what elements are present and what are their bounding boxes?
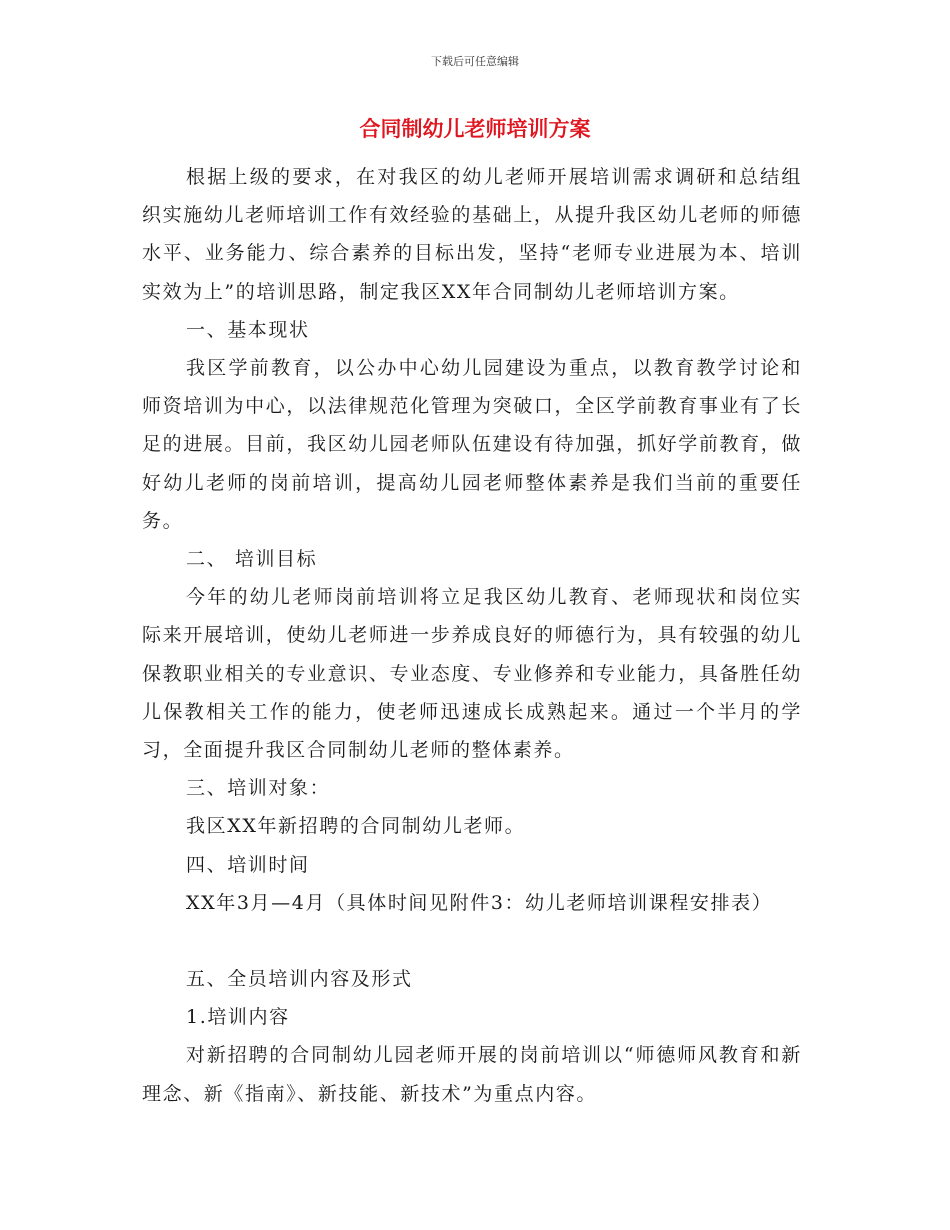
document-title: 合同制幼儿老师培训方案 xyxy=(359,117,591,141)
section-3-heading: 三、培训对象： xyxy=(186,777,331,800)
section-5-heading: 五、全员培训内容及形式 xyxy=(186,968,413,991)
section-3-paragraph: 我区XX年新招聘的合同制幼儿老师。 xyxy=(186,815,526,838)
section-5-paragraph: 对新招聘的合同制幼儿园老师开展的岗前培训以“师德师风教育和新理念、新《指南》、新技能、新技术”为重点内容。 xyxy=(142,1044,802,1105)
section-2-heading: 二、 培训目标 xyxy=(186,548,318,571)
section-2-paragraph: 今年的幼儿老师岗前培训将立足我区幼儿教育、老师现状和岗位实际来开展培训，使幼儿老师进一步养成良好的师德行为，具有较强的幼儿保教职业相关的专业意识、专业态度、专业修养和专业能力，具备胜任幼儿保教相关工作的能力，使老师迅速成长成熟起来。通过一个半月的学习，全面提升我区合同制幼儿老师的整体素养。 xyxy=(142,586,802,762)
section-4-heading: 四、培训时间 xyxy=(186,853,310,876)
document-body xyxy=(142,158,802,1113)
header-note: 下载后可任意编辑 xyxy=(431,55,519,68)
section-5-subheading: 1.培训内容 xyxy=(186,1006,290,1029)
section-4-paragraph: XX年3月—4月（具体时间见附件3：幼儿老师培训课程安排表） xyxy=(186,891,773,914)
blank-line xyxy=(142,922,802,960)
section-1-heading: 一、基本现状 xyxy=(186,318,310,341)
section-1-paragraph: 我区学前教育，以公办中心幼儿园建设为重点，以教育教学讨论和师资培训为中心，以法律规范化管理为突破口，全区学前教育事业有了长足的进展。目前，我区幼儿园老师队伍建设有待加强，抓好学前教育，做好幼儿老师的岗前培训，提高幼儿园老师整体素养是我们当前的重要任务。 xyxy=(142,357,802,532)
intro-paragraph: 根据上级的要求，在对我区的幼儿老师开展培训需求调研和总结组织实施幼儿老师培训工作有效经验的基础上，从提升我区幼儿老师的师德水平、业务能力、综合素养的目标出发，坚持“老师专业进展为本、培训实效为上”的培训思路，制定我区XX年合同制幼儿老师培训方案。 xyxy=(142,166,802,303)
